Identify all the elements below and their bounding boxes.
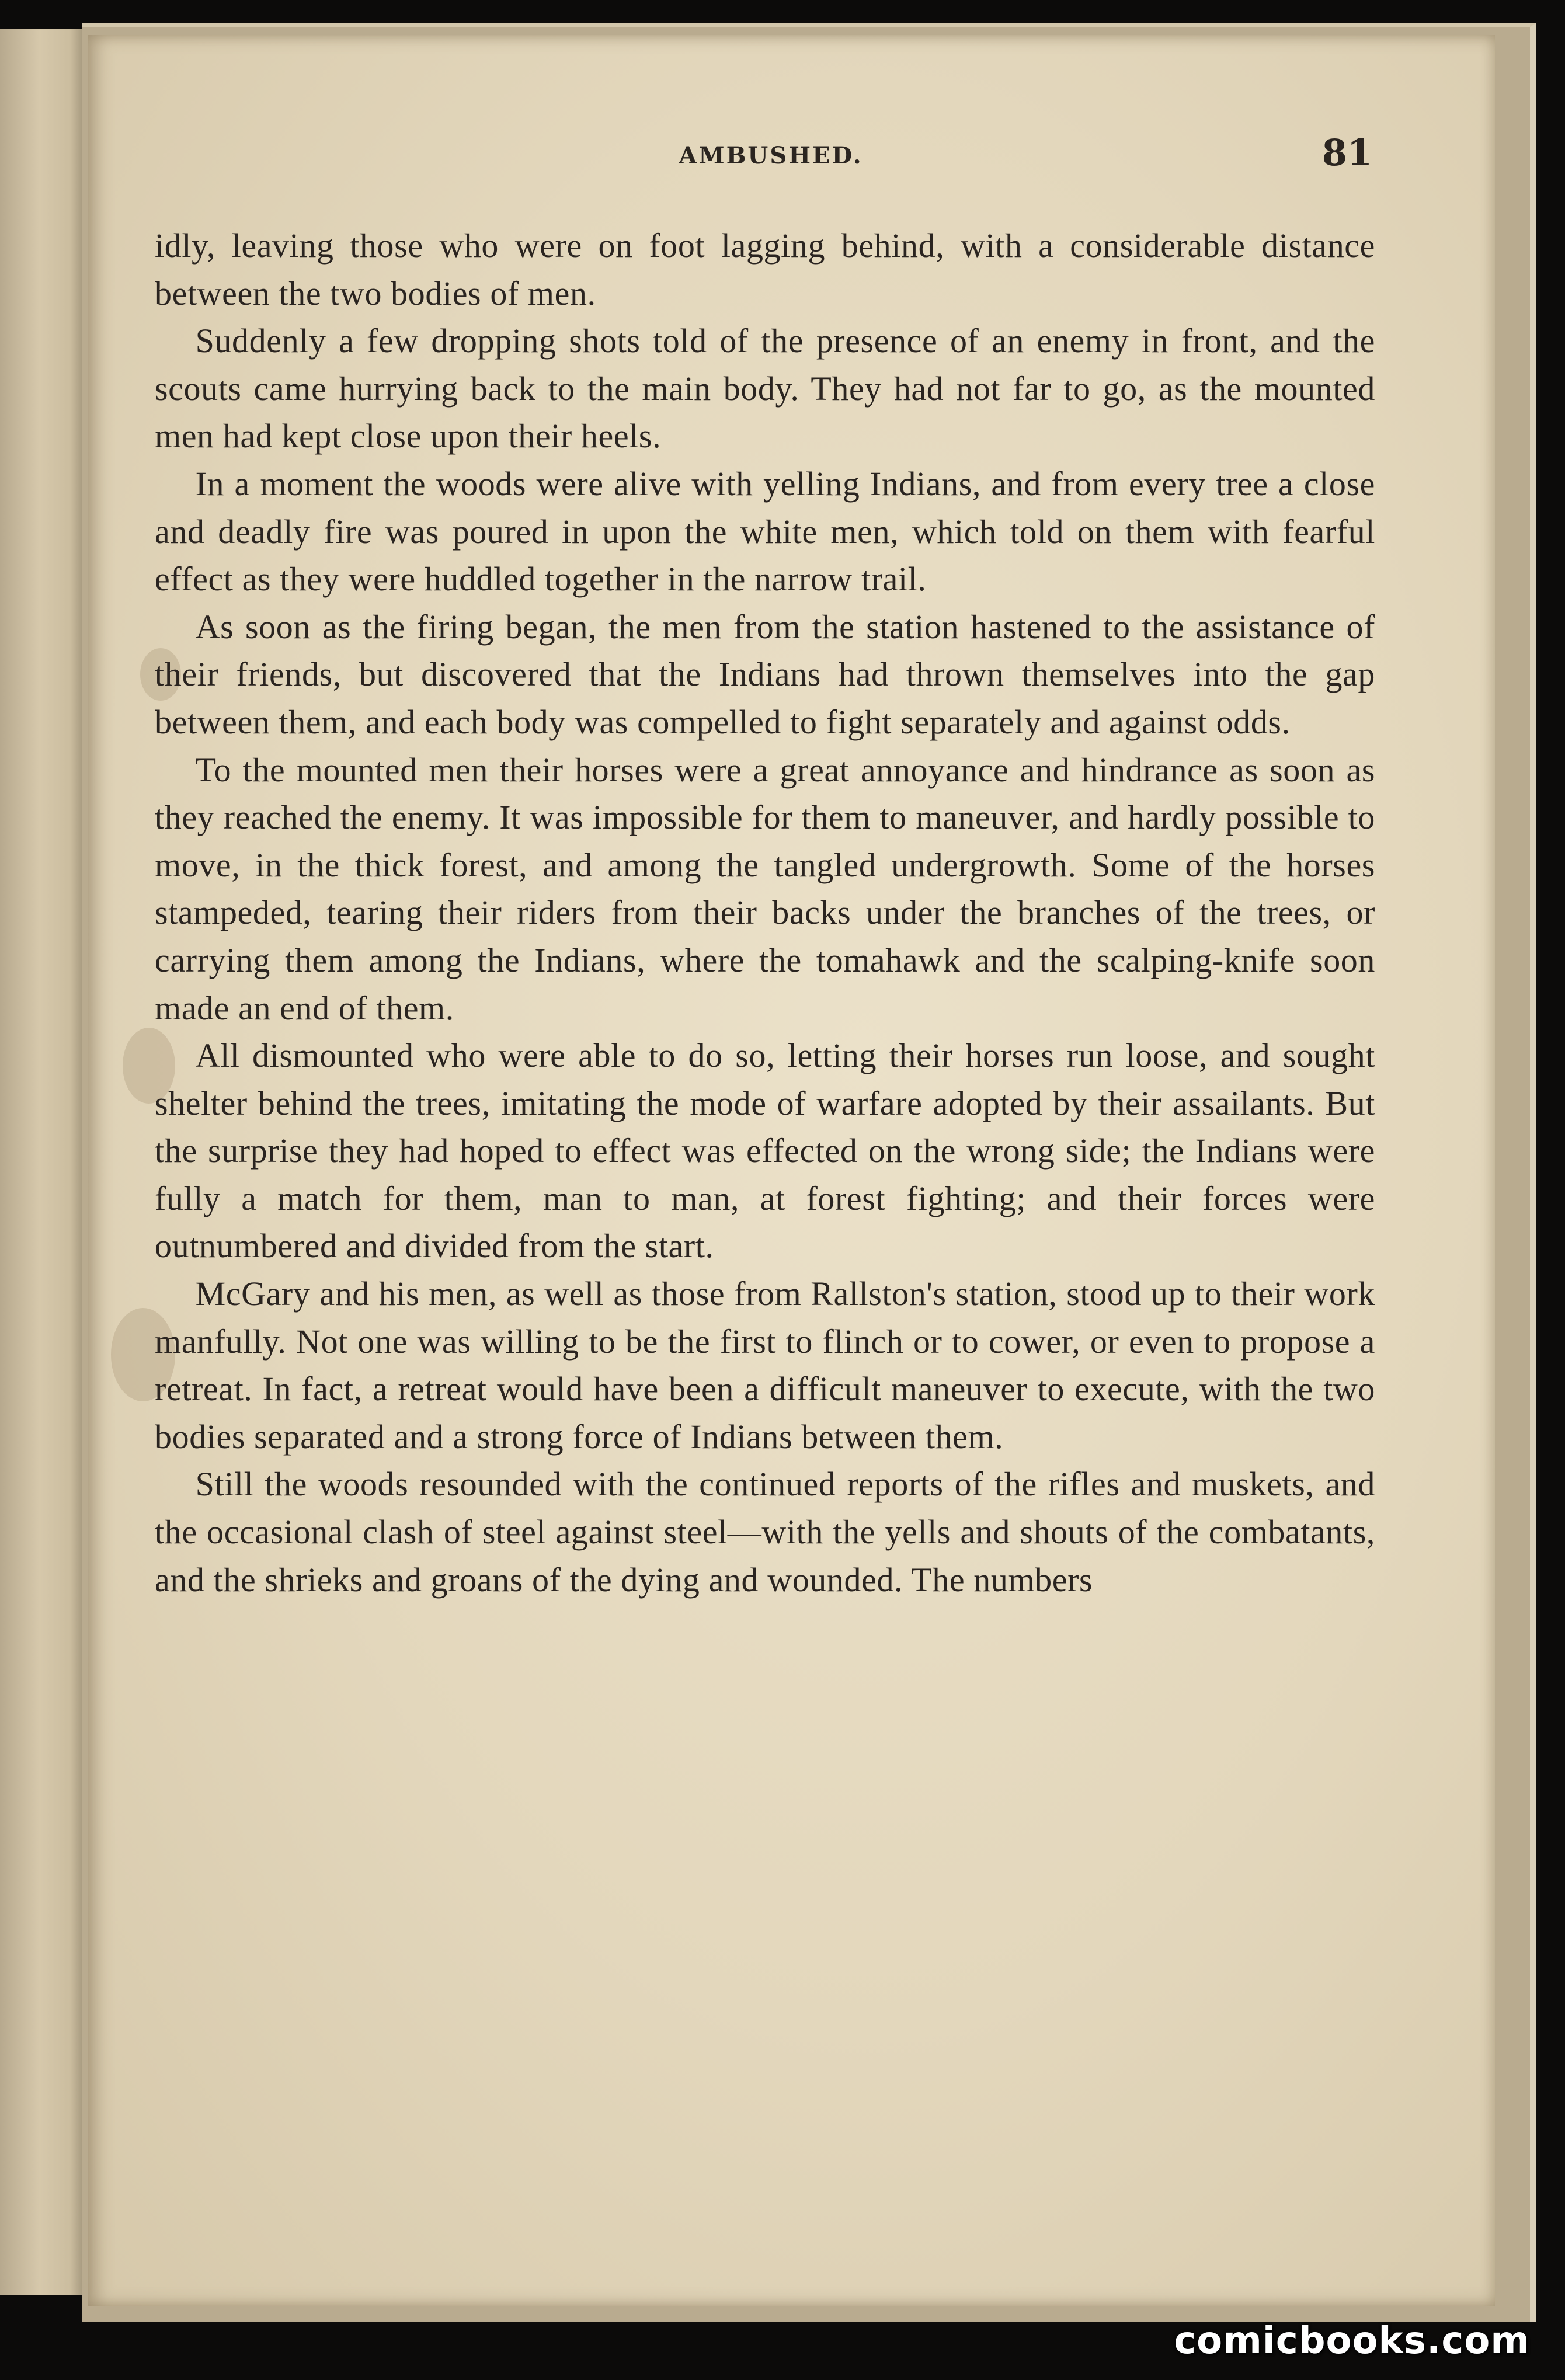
- paragraph: Suddenly a few dropping shots told of the presence of an enemy in front, and the scouts came hurrying back to the main body. They had not far to go, as the mounted men had kept close upon their heels.: [155, 322, 1375, 455]
- page-header: [169, 131, 1372, 184]
- body-text: [155, 222, 1375, 1603]
- paragraph: All dismounted who were able to do so, letting their horses run loose, and sought shelter behind the trees, imitating the mode of warfare adopted by their assailants. But the surprise they had hoped to effect was effected on the wrong side; the Indians were fully a match for them, man to man, at forest fighting; and their forces were outnumbered and divided from the start.: [155, 1036, 1375, 1265]
- paragraph: idly, leaving those who were on foot lagging behind, with a considerable distance between the two bodies of men.: [155, 227, 1375, 312]
- page-number: 81: [1321, 131, 1372, 174]
- paragraph: As soon as the firing began, the men from the station hastened to the assistance of their friends, but discovered that the Indians had thrown themselves into the gap between them, and each body was compelled to fight separately and against odds.: [155, 607, 1375, 741]
- paragraph: Still the woods resounded with the continued reports of the rifles and muskets, and the occasional clash of steel against steel—with the yells and shouts of the combatants, and the shrieks and groans of the dying and wounded. The numbers: [155, 1465, 1375, 1599]
- paragraph: To the mounted men their horses were a great annoyance and hindrance as soon as they reached the enemy. It was impossible for them to maneuver, and hardly possible to move, in the thick forest, and among the tangled undergrowth. Some of the horses stampeded, tearing their riders from their backs under the branches of the trees, or carrying them among the Indians, where the tomahawk and the scalping-knife soon made an end of them.: [155, 750, 1375, 1027]
- running-title: AMBUSHED.: [679, 142, 863, 169]
- paragraph: In a moment the woods were alive with yelling Indians, and from every tree a close and deadly fire was poured in upon the white men, which told on them with fearful effect as they were huddled together in the narrow trail.: [155, 464, 1375, 599]
- paragraph: McGary and his men, as well as those from Rallston's station, stood up to their work manfully. Not one was willing to be the first to flinch or to cower, or even to propose a retreat. In fact, a retreat would have been a difficult maneuver to execute, with the two bodies separated and a strong force of Indians between them.: [155, 1275, 1375, 1456]
- previous-page-edge: [0, 29, 90, 2295]
- watermark: comicbooks.com: [1174, 2319, 1530, 2362]
